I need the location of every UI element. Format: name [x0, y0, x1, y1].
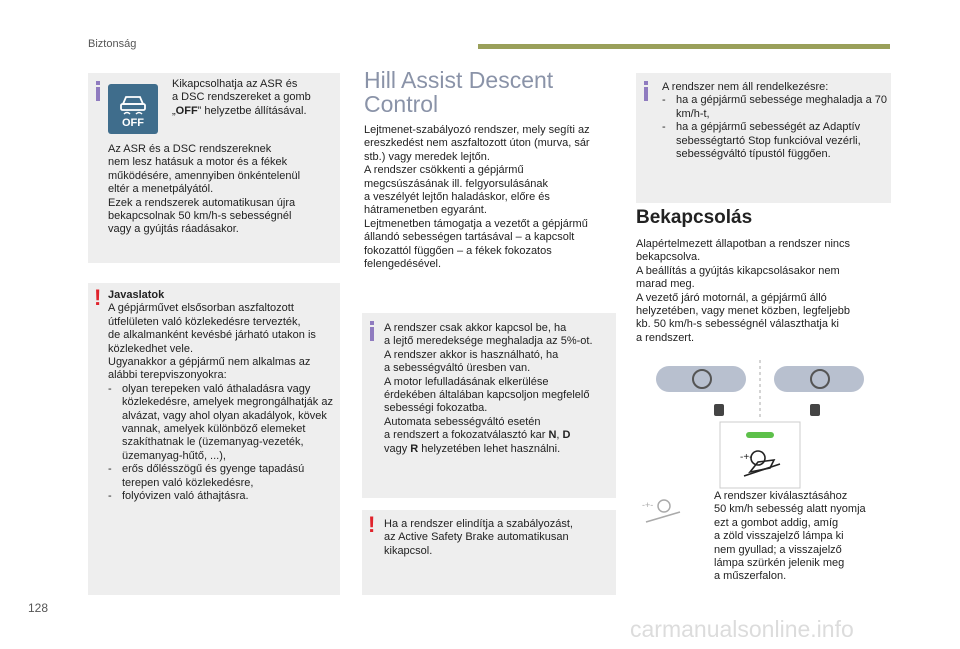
asr-intro: Kikapcsolhatja az ASR és a DSC rendszereket a gomb „OFF” helyzetbe állításával. [172, 78, 311, 117]
hill-descent-icon [740, 451, 780, 476]
bekapcsolas-title: Bekapcsolás [636, 207, 753, 228]
list-item: - folyóvizen való áthajtásra. [108, 490, 338, 503]
page-number: 128 [28, 601, 49, 615]
watermark: carmanualsonline.info [630, 616, 854, 642]
asr-body: Az ASR és a DSC rendszereknek nem lesz hatásuk a motor és a fékek működésére, amennyiben önkéntelenül eltér a menetpályától. Ezek a rendszerek automatikusan újra bekapcsolnak 50 km/h-s sebességnél vagy a gyújtás ráadásakor. [108, 143, 301, 236]
hill-assist-title: Hill Assist Descent Control [364, 67, 554, 117]
list-item: - erős dőlésszögű és gyenge tapadású terepen való közlekedésre, [108, 463, 338, 490]
instruction-text: A rendszer kiválasztásához 50 km/h sebesség alatt nyomja ezt a gombot addig, amíg a zöld visszajelző lámpa ki nem gyullad; a visszajelző lámpa szürkén jelenik meg a műszerfalon. [714, 490, 866, 583]
svg-text:-+-: -+- [642, 500, 654, 510]
info-icon [644, 81, 648, 101]
svg-text:-+-: -+- [740, 452, 753, 463]
info-icon [96, 81, 100, 101]
warning-icon: ! [94, 285, 102, 310]
hill-assist-body: Lejtmenet-szabályozó rendszer, mely segíti az ereszkedést nem aszfaltozott úton (murva, sár stb.) vagy meredek lejtőn. A rendszer csökkenti a gépjármű megcsúszásának ill. felgyorsulásának a veszélyét lejtőn haladáskor, előre és hátramenetben egyaránt. Lejtmenetben támogatja a vezetőt a gépjármű állandó sebességen tartásával – a kapcsolt fokozattól függően – a fékek fokozatos felengedésével. [364, 124, 590, 271]
list-item: - ha a gépjármű sebessége meghaladja a 70 km/h-t, [662, 94, 888, 121]
asr-off-button-icon [108, 84, 158, 134]
section-label: Biztonság [88, 38, 137, 50]
asb-warning-text: Ha a rendszer elindítja a szabályozást, az Active Safety Brake automatikusan kikapcsol. [384, 518, 573, 557]
info-icon [370, 321, 374, 341]
warning-text: Javaslatok A gépjárművet elsősorban aszfaltozott útfelületen való közlekedésre tervezték, de alkalmanként kevésbé járható utakon is közlekedhet vele. Ugyanakkor a gépjármű nem alkalmas az alábbi terepviszonyokra: - olyan terepeken való áthaladásra vagy közlekedésre, amelyek megrongálhatják az alvázat, vagy ahol olyan akadályok, kövek vannak, amelyek különböző elemeket szakíthatnak le (üzemanyag-vezeték, üzemanyag-hűtő, ...), - erős dőlésszögű és gyenge tapadású terepen való közlekedésre, - folyóvizen való áthajtásra. [108, 289, 338, 504]
unavailable-list [662, 94, 888, 161]
warning-icon: ! [368, 512, 376, 537]
list-item: - olyan terepeken való áthaladásra vagy közlekedésre, amelyek megrongálhatják az alvázat, vagy ahol olyan akadályok, kövek vannak, amelyek különböző elemeket szakíthatnak le (üzemanyag-vezeték, üzemanyag-hűtő, ...), [108, 383, 338, 463]
unavailable-info-text: A rendszer nem áll rendelkezésre: - ha a gépjármű sebessége meghaladja a 70 km/h-t, - ha a gépjármű sebességét az Adaptív sebességtartó Stop funkcióval vezérli, sebességváltó típustól függően. [662, 81, 888, 161]
dashboard-illustration [656, 360, 866, 490]
green-indicator-icon [746, 432, 774, 438]
terrain-list [108, 383, 338, 504]
off-label: OFF [122, 117, 144, 129]
header-rule [478, 44, 890, 49]
bekapcsolas-body: Alapértelmezett állapotban a rendszer nincs bekapcsolva. A beállítás a gyújtás kikapcsolásakor nem marad meg. A vezető járó motornál, a gépjármű álló helyzetében, vagy menet közben, legfeljebb kb. 50 km/h-s sebességnél választhatja ki a rendszert. [636, 238, 851, 344]
hill-descent-button-icon [640, 496, 684, 528]
activation-info-text: A rendszer csak akkor kapcsol be, ha a lejtő meredeksége meghaladja az 5%-ot. A rendszer akkor is használható, ha a sebességváltó üresben van. A motor lefulladásának elkerülése érdekében általában kapcsoljon megfelelő sebességi fokozatba. Automata sebességváltó esetén a rendszert a fokozatválasztó kar N, D vagy R helyzetében lehet használni. [384, 322, 593, 455]
list-item: - ha a gépjármű sebességét az Adaptív sebességtartó Stop funkcióval vezérli, sebességváltó típustól függően. [662, 121, 888, 161]
